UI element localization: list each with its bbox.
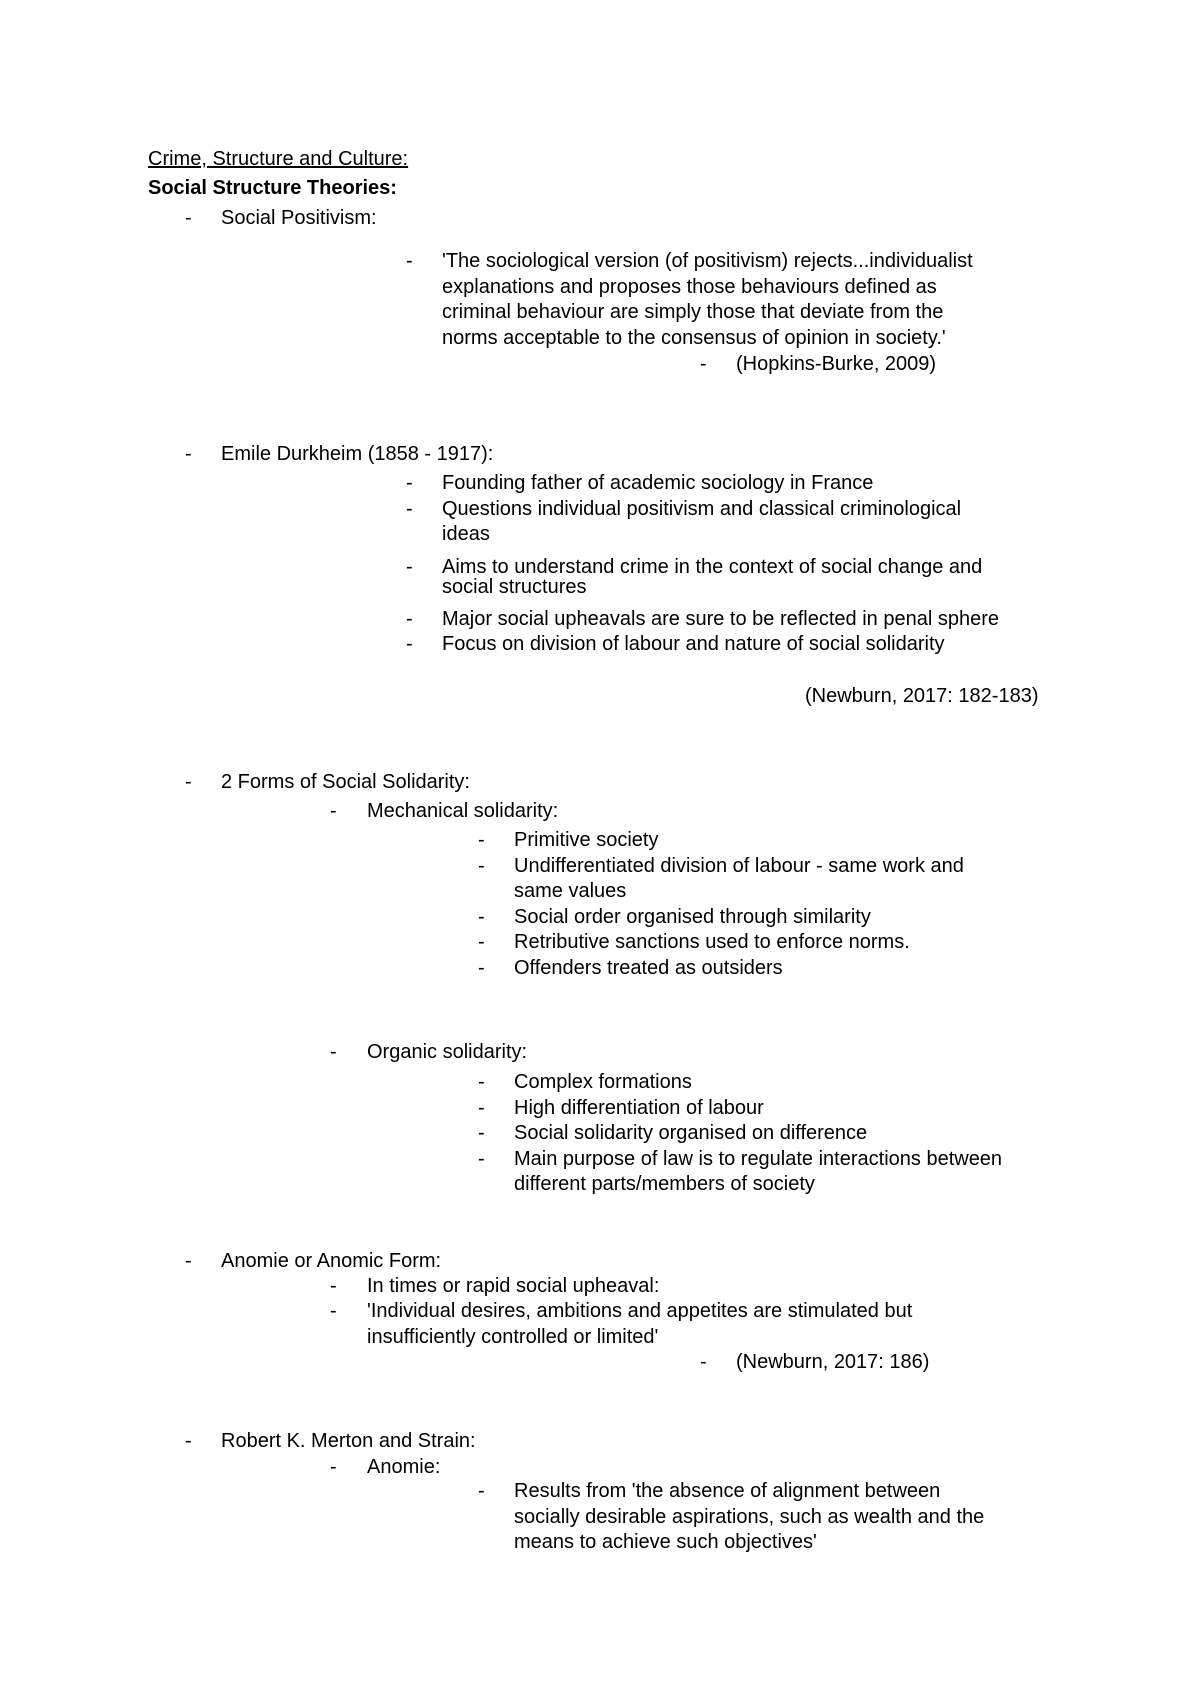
- list-item: In times or rapid social upheaval:: [367, 1275, 660, 1297]
- bullet-dash: -: [406, 250, 413, 272]
- bullet-dash: -: [185, 1250, 192, 1272]
- merton-sublabel: Anomie:: [367, 1456, 441, 1478]
- list-item: Social solidarity organised on difference: [514, 1122, 868, 1144]
- list-item-continuation: ideas: [442, 523, 490, 545]
- bullet-dash: -: [478, 931, 485, 953]
- citation: (Newburn, 2017: 182-183): [805, 685, 1039, 707]
- organic-label: Organic solidarity:: [367, 1041, 528, 1063]
- bullet-dash: -: [478, 855, 485, 877]
- list-item: Focus on division of labour and nature of social solidarity: [442, 633, 945, 655]
- section-heading: Social Structure Theories:: [148, 177, 397, 199]
- bullet-dash: -: [330, 800, 337, 822]
- list-item: Questions individual positivism and classical criminological: [442, 498, 962, 520]
- list-item: Complex formations: [514, 1071, 692, 1093]
- mechanical-label: Mechanical solidarity:: [367, 800, 559, 822]
- bullet-dash: -: [330, 1275, 337, 1297]
- merton-label: Robert K. Merton and Strain:: [221, 1430, 476, 1452]
- bullet-dash: -: [478, 1122, 485, 1144]
- list-item: High differentiation of labour: [514, 1097, 764, 1119]
- list-item: Offenders treated as outsiders: [514, 957, 783, 979]
- list-item: Aims to understand crime in the context of social change and: [442, 556, 983, 578]
- list-item: Main purpose of law is to regulate interactions between: [514, 1148, 1003, 1170]
- bullet-dash: -: [185, 207, 192, 229]
- list-item-continuation: same values: [514, 880, 627, 902]
- quote-line: 'The sociological version (of positivism) rejects...individualist: [442, 250, 973, 272]
- bullet-dash: -: [478, 957, 485, 979]
- bullet-dash: -: [406, 633, 413, 655]
- citation: (Hopkins-Burke, 2009): [736, 353, 937, 375]
- bullet-dash: -: [700, 1351, 707, 1373]
- social-positivism-label: Social Positivism:: [221, 207, 377, 229]
- bullet-dash: -: [330, 1456, 337, 1478]
- bullet-dash: -: [185, 771, 192, 793]
- quote-line: explanations and proposes those behaviours defined as: [442, 276, 937, 298]
- list-item: Primitive society: [514, 829, 659, 851]
- list-item: Undifferentiated division of labour - same work and: [514, 855, 964, 877]
- bullet-dash: -: [478, 906, 485, 928]
- solidarity-label: 2 Forms of Social Solidarity:: [221, 771, 470, 793]
- list-item-continuation: means to achieve such objectives': [514, 1531, 817, 1553]
- durkheim-label: Emile Durkheim (1858 - 1917):: [221, 443, 494, 465]
- bullet-dash: -: [406, 556, 413, 578]
- quote-line: norms acceptable to the consensus of opinion in society.': [442, 327, 946, 349]
- quote-line: criminal behaviour are simply those that deviate from the: [442, 301, 944, 323]
- bullet-dash: -: [330, 1041, 337, 1063]
- list-item-continuation: insufficiently controlled or limited': [367, 1326, 659, 1348]
- list-item: Social order organised through similarity: [514, 906, 871, 928]
- list-item-continuation: different parts/members of society: [514, 1173, 815, 1195]
- list-item: 'Individual desires, ambitions and appetites are stimulated but: [367, 1300, 913, 1322]
- bullet-dash: -: [185, 1430, 192, 1452]
- list-item-continuation: socially desirable aspirations, such as wealth and the: [514, 1506, 985, 1528]
- list-item: Major social upheavals are sure to be reflected in penal sphere: [442, 608, 999, 630]
- bullet-dash: -: [478, 829, 485, 851]
- bullet-dash: -: [700, 353, 707, 375]
- bullet-dash: -: [478, 1097, 485, 1119]
- list-item: Founding father of academic sociology in France: [442, 472, 874, 494]
- bullet-dash: -: [406, 472, 413, 494]
- list-item-continuation: social structures: [442, 576, 587, 598]
- bullet-dash: -: [406, 498, 413, 520]
- bullet-dash: -: [478, 1071, 485, 1093]
- list-item: Retributive sanctions used to enforce norms.: [514, 931, 910, 953]
- anomie-label: Anomie or Anomic Form:: [221, 1250, 442, 1272]
- bullet-dash: -: [406, 608, 413, 630]
- citation: (Newburn, 2017: 186): [736, 1351, 930, 1373]
- bullet-dash: -: [478, 1148, 485, 1170]
- bullet-dash: -: [478, 1480, 485, 1502]
- document-title: Crime, Structure and Culture:: [148, 148, 409, 170]
- bullet-dash: -: [185, 443, 192, 465]
- list-item: Results from 'the absence of alignment between: [514, 1480, 941, 1502]
- bullet-dash: -: [330, 1300, 337, 1322]
